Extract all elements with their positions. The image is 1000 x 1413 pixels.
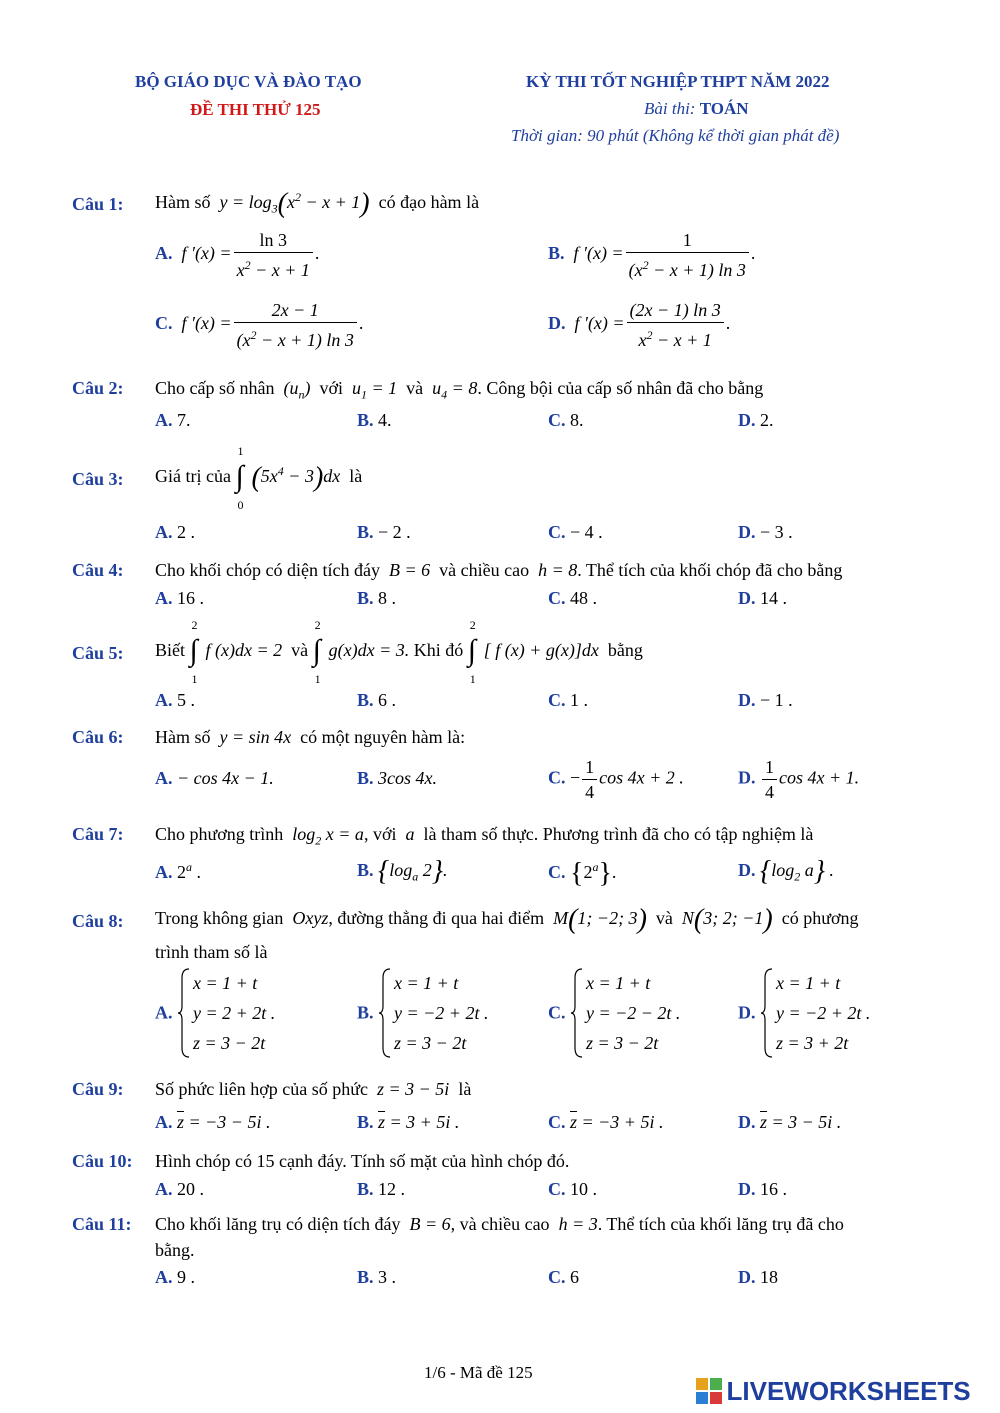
q1-option-b[interactable]: B. f ′(x) = $\frac{1}{(x^2 - x + 1) \ln 3}$ .: [548, 230, 756, 280]
q3-post: là: [349, 466, 363, 487]
q11-d-value: 18: [760, 1267, 778, 1287]
q8-line2: trình tham số là: [155, 942, 268, 962]
question-3-text: Giá trị của ∫ 1 0 $(5x^4 - 3)dx$ là: [155, 444, 363, 512]
liveworksheets-wordmark: LIVEWORKSHEETS: [726, 1376, 971, 1406]
integral-sign: ∫ 2 1: [312, 618, 321, 686]
q10-option-a[interactable]: [155, 1179, 204, 1200]
q5-a-value: 5 .: [177, 690, 195, 710]
q2-b-value: 4.: [378, 410, 392, 430]
option-d-label: D.: [738, 860, 756, 880]
q6-option-b[interactable]: B. 3cos 4x.: [357, 768, 437, 788]
option-b-label: B.: [357, 522, 374, 542]
brace-icon: [378, 968, 392, 1058]
q3-option-d[interactable]: [738, 522, 793, 543]
q9-pre: Số phức liên hợp của số phức: [155, 1079, 368, 1099]
q8-text1: Trong không gian: [155, 908, 284, 928]
q3-b-value: − 2 .: [378, 522, 411, 542]
page-footer: 1/6 - Mã đề 125: [424, 1363, 533, 1382]
q2-c-value: 8.: [570, 410, 584, 430]
option-d-label: D.: [738, 1112, 756, 1132]
q5-post: bằng: [607, 640, 643, 661]
option-c-label: C.: [548, 767, 566, 788]
ministry-title: BỘ GIÁO DỤC VÀ ĐÀO TẠO: [135, 72, 362, 91]
option-b-label: B.: [357, 860, 374, 880]
question-6-text: Hàm số y = sin 4x có một nguyên hàm là:: [155, 727, 466, 747]
q4-option-b[interactable]: [357, 588, 396, 609]
q2-option-b[interactable]: [357, 410, 392, 431]
q3-option-b[interactable]: [357, 522, 411, 543]
q4-option-a[interactable]: [155, 588, 204, 609]
question-6-number: Câu 6:: [72, 727, 124, 747]
q4-a-value: 16 .: [177, 588, 204, 608]
subject-line: [644, 99, 749, 119]
q7-mid: , với: [363, 824, 397, 844]
q4-c-value: 48 .: [570, 588, 597, 608]
q8-option-a[interactable]: [155, 968, 275, 1058]
q5-option-b[interactable]: [357, 690, 396, 711]
option-a-label: A.: [155, 410, 173, 430]
option-d-label: D.: [738, 522, 756, 542]
q9-option-b[interactable]: B. $\overline{z} = 3 + 5i$ .: [357, 1112, 460, 1132]
q2-pre: Cho cấp số nhân: [155, 378, 275, 398]
liveworksheets-icon: [696, 1378, 722, 1404]
option-c-label: C.: [548, 862, 566, 882]
option-c-label: C.: [548, 1267, 566, 1287]
equation-system: x = 1 + t y = 2 + 2t . z = 3 − 2t: [177, 968, 275, 1058]
exam-title: KỲ THI TỐT NGHIỆP THPT NĂM 2022: [526, 72, 830, 91]
question-11-text: Cho khối lăng trụ có diện tích đáy B = 6, và chiều cao h = 3. Thể tích của khối lăng trụ đã cho: [155, 1214, 844, 1234]
option-c-label: C.: [548, 522, 566, 542]
duration: Thời gian: 90 phút (Không kể thời gian phát đề): [511, 126, 840, 145]
q9-post: là: [458, 1079, 472, 1099]
q5-option-d[interactable]: [738, 690, 793, 711]
q1-option-d[interactable]: D. f ′(x) = $\frac{(2x - 1) \ln 3}{x^2 - x + 1}$ .: [548, 300, 731, 350]
option-b-label: B.: [357, 768, 374, 788]
q2-option-c[interactable]: [548, 410, 584, 431]
q8-option-b[interactable]: [357, 968, 488, 1058]
q2-post: . Công bội của cấp số nhân đã cho bằng: [477, 378, 764, 398]
integral-sign: ∫ 2 1: [467, 618, 476, 686]
q11-text2: , và chiều cao: [450, 1214, 550, 1234]
q11-option-d[interactable]: [738, 1267, 778, 1288]
subject-label: Bài thi:: [644, 99, 696, 118]
option-c-label: C.: [155, 313, 173, 334]
option-b-label: B.: [548, 243, 565, 264]
q11-text3: . Thể tích của khối lăng trụ đã cho: [597, 1214, 844, 1234]
q6-option-d[interactable]: D. $\frac{1}{4}$ cos 4x + 1.: [738, 757, 860, 802]
q10-option-b[interactable]: [357, 1179, 405, 1200]
q11-text1: Cho khối lăng trụ có diện tích đáy: [155, 1214, 401, 1234]
q5-option-a[interactable]: [155, 690, 195, 711]
q1-option-a[interactable]: A. f ′(x) = $\frac{\ln 3}{x^2 - x + 1}$ .: [155, 230, 320, 280]
q8-option-c[interactable]: [548, 968, 680, 1058]
option-c-label: C.: [548, 410, 566, 430]
integral-sign: ∫ 1 0: [235, 444, 244, 512]
q8-text3: và: [655, 908, 673, 928]
q2-mid1: với: [319, 378, 344, 398]
option-d-label: D.: [738, 767, 756, 788]
option-b-label: B.: [357, 1112, 374, 1132]
question-2-text: Cho cấp số nhân $(u_n)$ với $u_1 = 1$ và $u_4 = 8$. Công bội của cấp số nhân đã cho bằng: [155, 378, 764, 402]
q4-text2: và chiều cao: [439, 560, 530, 580]
q2-d-value: 2.: [760, 410, 774, 430]
q4-option-d[interactable]: [738, 588, 787, 609]
question-2-number: Câu 2:: [72, 378, 124, 398]
q6-option-a[interactable]: A. − cos 4x − 1.: [155, 768, 274, 788]
q9-option-a[interactable]: A. $\overline{z} = -3 - 5i$ .: [155, 1112, 271, 1132]
option-a-label: A.: [155, 243, 173, 264]
q7-pre: Cho phương trình: [155, 824, 284, 844]
q3-pre: Giá trị của: [155, 466, 231, 487]
question-7-text: Cho phương trình $\log_2 x = a$, với a là tham số thực. Phương trình đã cho có tập nghiệm là: [155, 824, 814, 848]
q11-a-value: 9 .: [177, 1267, 195, 1287]
q5-c-value: 1 .: [570, 690, 588, 710]
q11-c-value: 6: [570, 1267, 579, 1287]
question-8-number: Câu 8:: [72, 911, 124, 931]
q2-a-value: 7.: [177, 410, 191, 430]
question-10-number: Câu 10:: [72, 1151, 133, 1171]
q11-option-b[interactable]: [357, 1267, 396, 1288]
q4-b-value: 8 .: [378, 588, 397, 608]
question-4-number: Câu 4:: [72, 560, 124, 580]
equation-system: x = 1 + t y = −2 + 2t . z = 3 + 2t: [760, 968, 870, 1058]
q4-d-value: 14 .: [760, 588, 787, 608]
q10-a-value: 20 .: [177, 1179, 204, 1199]
q3-option-c[interactable]: [548, 522, 603, 543]
q1-formula: $y = \log_3(x^2 - x + 1)$: [215, 188, 370, 219]
option-b-label: B.: [357, 410, 374, 430]
q3-a-value: 2 .: [177, 522, 195, 542]
question-5-number: Câu 5:: [72, 643, 124, 663]
q9-option-c[interactable]: C. $\overline{z} = -3 + 5i$ .: [548, 1112, 664, 1132]
subject-name: TOÁN: [699, 99, 749, 118]
question-8-text: Trong không gian Oxyz, đường thẳng đi qua hai điểm M(1; −2; 3) và N(3; 2; −1) có phương: [155, 904, 859, 935]
option-a-label: A.: [155, 1112, 173, 1132]
option-c-label: C.: [548, 588, 566, 608]
q11-line2: bằng.: [155, 1240, 195, 1260]
q7-option-a[interactable]: A. 2$^a$ .: [155, 860, 201, 882]
q8-text4: có phương: [781, 908, 859, 928]
option-d-label: D.: [738, 1267, 756, 1287]
q5-d-value: − 1 .: [760, 690, 793, 710]
question-4-text: Cho khối chóp có diện tích đáy B = 6 và chiều cao h = 8. Thể tích của khối chóp đã cho bằng: [155, 560, 843, 580]
question-11-number: Câu 11:: [72, 1214, 132, 1234]
option-a-label: A.: [155, 522, 173, 542]
option-b-label: B.: [357, 1002, 374, 1023]
question-1-number: Câu 1:: [72, 194, 124, 214]
q1-pre: Hàm số: [155, 192, 211, 212]
option-d-label: D.: [738, 588, 756, 608]
q7-option-c[interactable]: C. {2$^a$}.: [548, 858, 617, 889]
q5-pre: Biết: [155, 640, 185, 661]
q3-option-a[interactable]: [155, 522, 195, 543]
q9-option-d[interactable]: D. $\overline{z} = 3 - 5i$ .: [738, 1112, 842, 1132]
question-9-number: Câu 9:: [72, 1079, 124, 1099]
option-c-label: C.: [548, 1112, 566, 1132]
question-7-number: Câu 7:: [72, 824, 124, 844]
option-d-label: D.: [738, 690, 756, 710]
option-b-label: B.: [357, 588, 374, 608]
q4-text3: . Thể tích của khối chóp đã cho bằng: [577, 560, 843, 580]
option-b-label: B.: [357, 690, 374, 710]
q5-then: Khi đó: [413, 640, 464, 661]
q1-option-c[interactable]: C. f ′(x) = $\frac{2x - 1}{(x^2 - x + 1) \ln 3}$ .: [155, 300, 364, 350]
q2-mid2: và: [406, 378, 424, 398]
integral-sign: ∫ 2 1: [189, 618, 198, 686]
option-c-label: C.: [548, 1179, 566, 1199]
option-c-label: C.: [548, 690, 566, 710]
q2-option-d[interactable]: [738, 410, 774, 431]
q5-and: và: [291, 640, 309, 661]
q10-option-d[interactable]: [738, 1179, 787, 1200]
q6-option-c[interactable]: C. − $\frac{1}{4}$ cos 4x + 2 .: [548, 757, 684, 802]
q11-option-a[interactable]: [155, 1267, 195, 1288]
question-10-text: Hình chóp có 15 cạnh đáy. Tính số mặt của hình chóp đó.: [155, 1151, 570, 1171]
q5-b-value: 6 .: [378, 690, 397, 710]
q11-b-value: 3 .: [378, 1267, 397, 1287]
q10-c-value: 10 .: [570, 1179, 597, 1199]
q3-d-value: − 3 .: [760, 522, 793, 542]
q10-b-value: 12 .: [378, 1179, 406, 1199]
option-d-label: D.: [548, 313, 566, 334]
q2-option-a[interactable]: [155, 410, 191, 431]
question-5-text: Biết ∫ 2 1 f (x)dx = 2 và ∫ 2 1 g(x)dx = 3. Khi đó ∫ 2 1 [ f (x) + g(x)]dx bằng: [155, 618, 643, 686]
option-d-label: D.: [738, 1179, 756, 1199]
brace-icon: [570, 968, 584, 1058]
q4-text1: Cho khối chóp có diện tích đáy: [155, 560, 380, 580]
option-a-label: A.: [155, 768, 173, 788]
q5-option-c[interactable]: [548, 690, 588, 711]
brace-icon: [177, 968, 191, 1058]
question-9-text: Số phức liên hợp của số phức z = 3 − 5i là: [155, 1079, 472, 1099]
q7-option-b[interactable]: B. {$\log_a$ 2}.: [357, 856, 448, 887]
q4-option-c[interactable]: [548, 588, 597, 609]
question-3-number: Câu 3:: [72, 469, 124, 489]
q7-option-d[interactable]: D. {$\log_2$ a} .: [738, 856, 834, 887]
q1-post: có đạo hàm là: [378, 192, 480, 212]
equation-system: x = 1 + t y = −2 − 2t . z = 3 − 2t: [570, 968, 680, 1058]
test-name: ĐỀ THI THỬ 125: [190, 100, 321, 119]
option-a-label: A.: [155, 1267, 173, 1287]
liveworksheets-logo[interactable]: [696, 1376, 971, 1407]
q10-d-value: 16 .: [760, 1179, 787, 1199]
option-a-label: A.: [155, 862, 173, 882]
question-1-text: [155, 190, 479, 217]
option-c-label: C.: [548, 1002, 566, 1023]
option-b-label: B.: [357, 1267, 374, 1287]
option-a-label: A.: [155, 588, 173, 608]
q3-c-value: − 4 .: [570, 522, 603, 542]
q6-pre: Hàm số: [155, 727, 211, 747]
option-d-label: D.: [738, 410, 756, 430]
option-b-label: B.: [357, 1179, 374, 1199]
q7-post: là tham số thực. Phương trình đã cho có tập nghiệm là: [423, 824, 814, 844]
q11-option-c[interactable]: [548, 1267, 579, 1288]
option-a-label: A.: [155, 1179, 173, 1199]
equation-system: x = 1 + t y = −2 + 2t . z = 3 − 2t: [378, 968, 488, 1058]
option-a-label: A.: [155, 690, 173, 710]
q8-text2: , đường thẳng đi qua hai điểm: [328, 908, 545, 928]
q10-option-c[interactable]: [548, 1179, 597, 1200]
q8-option-d[interactable]: [738, 968, 870, 1058]
option-d-label: D.: [738, 1002, 756, 1023]
option-a-label: A.: [155, 1002, 173, 1023]
q6-post: có một nguyên hàm là:: [300, 727, 466, 747]
brace-icon: [760, 968, 774, 1058]
